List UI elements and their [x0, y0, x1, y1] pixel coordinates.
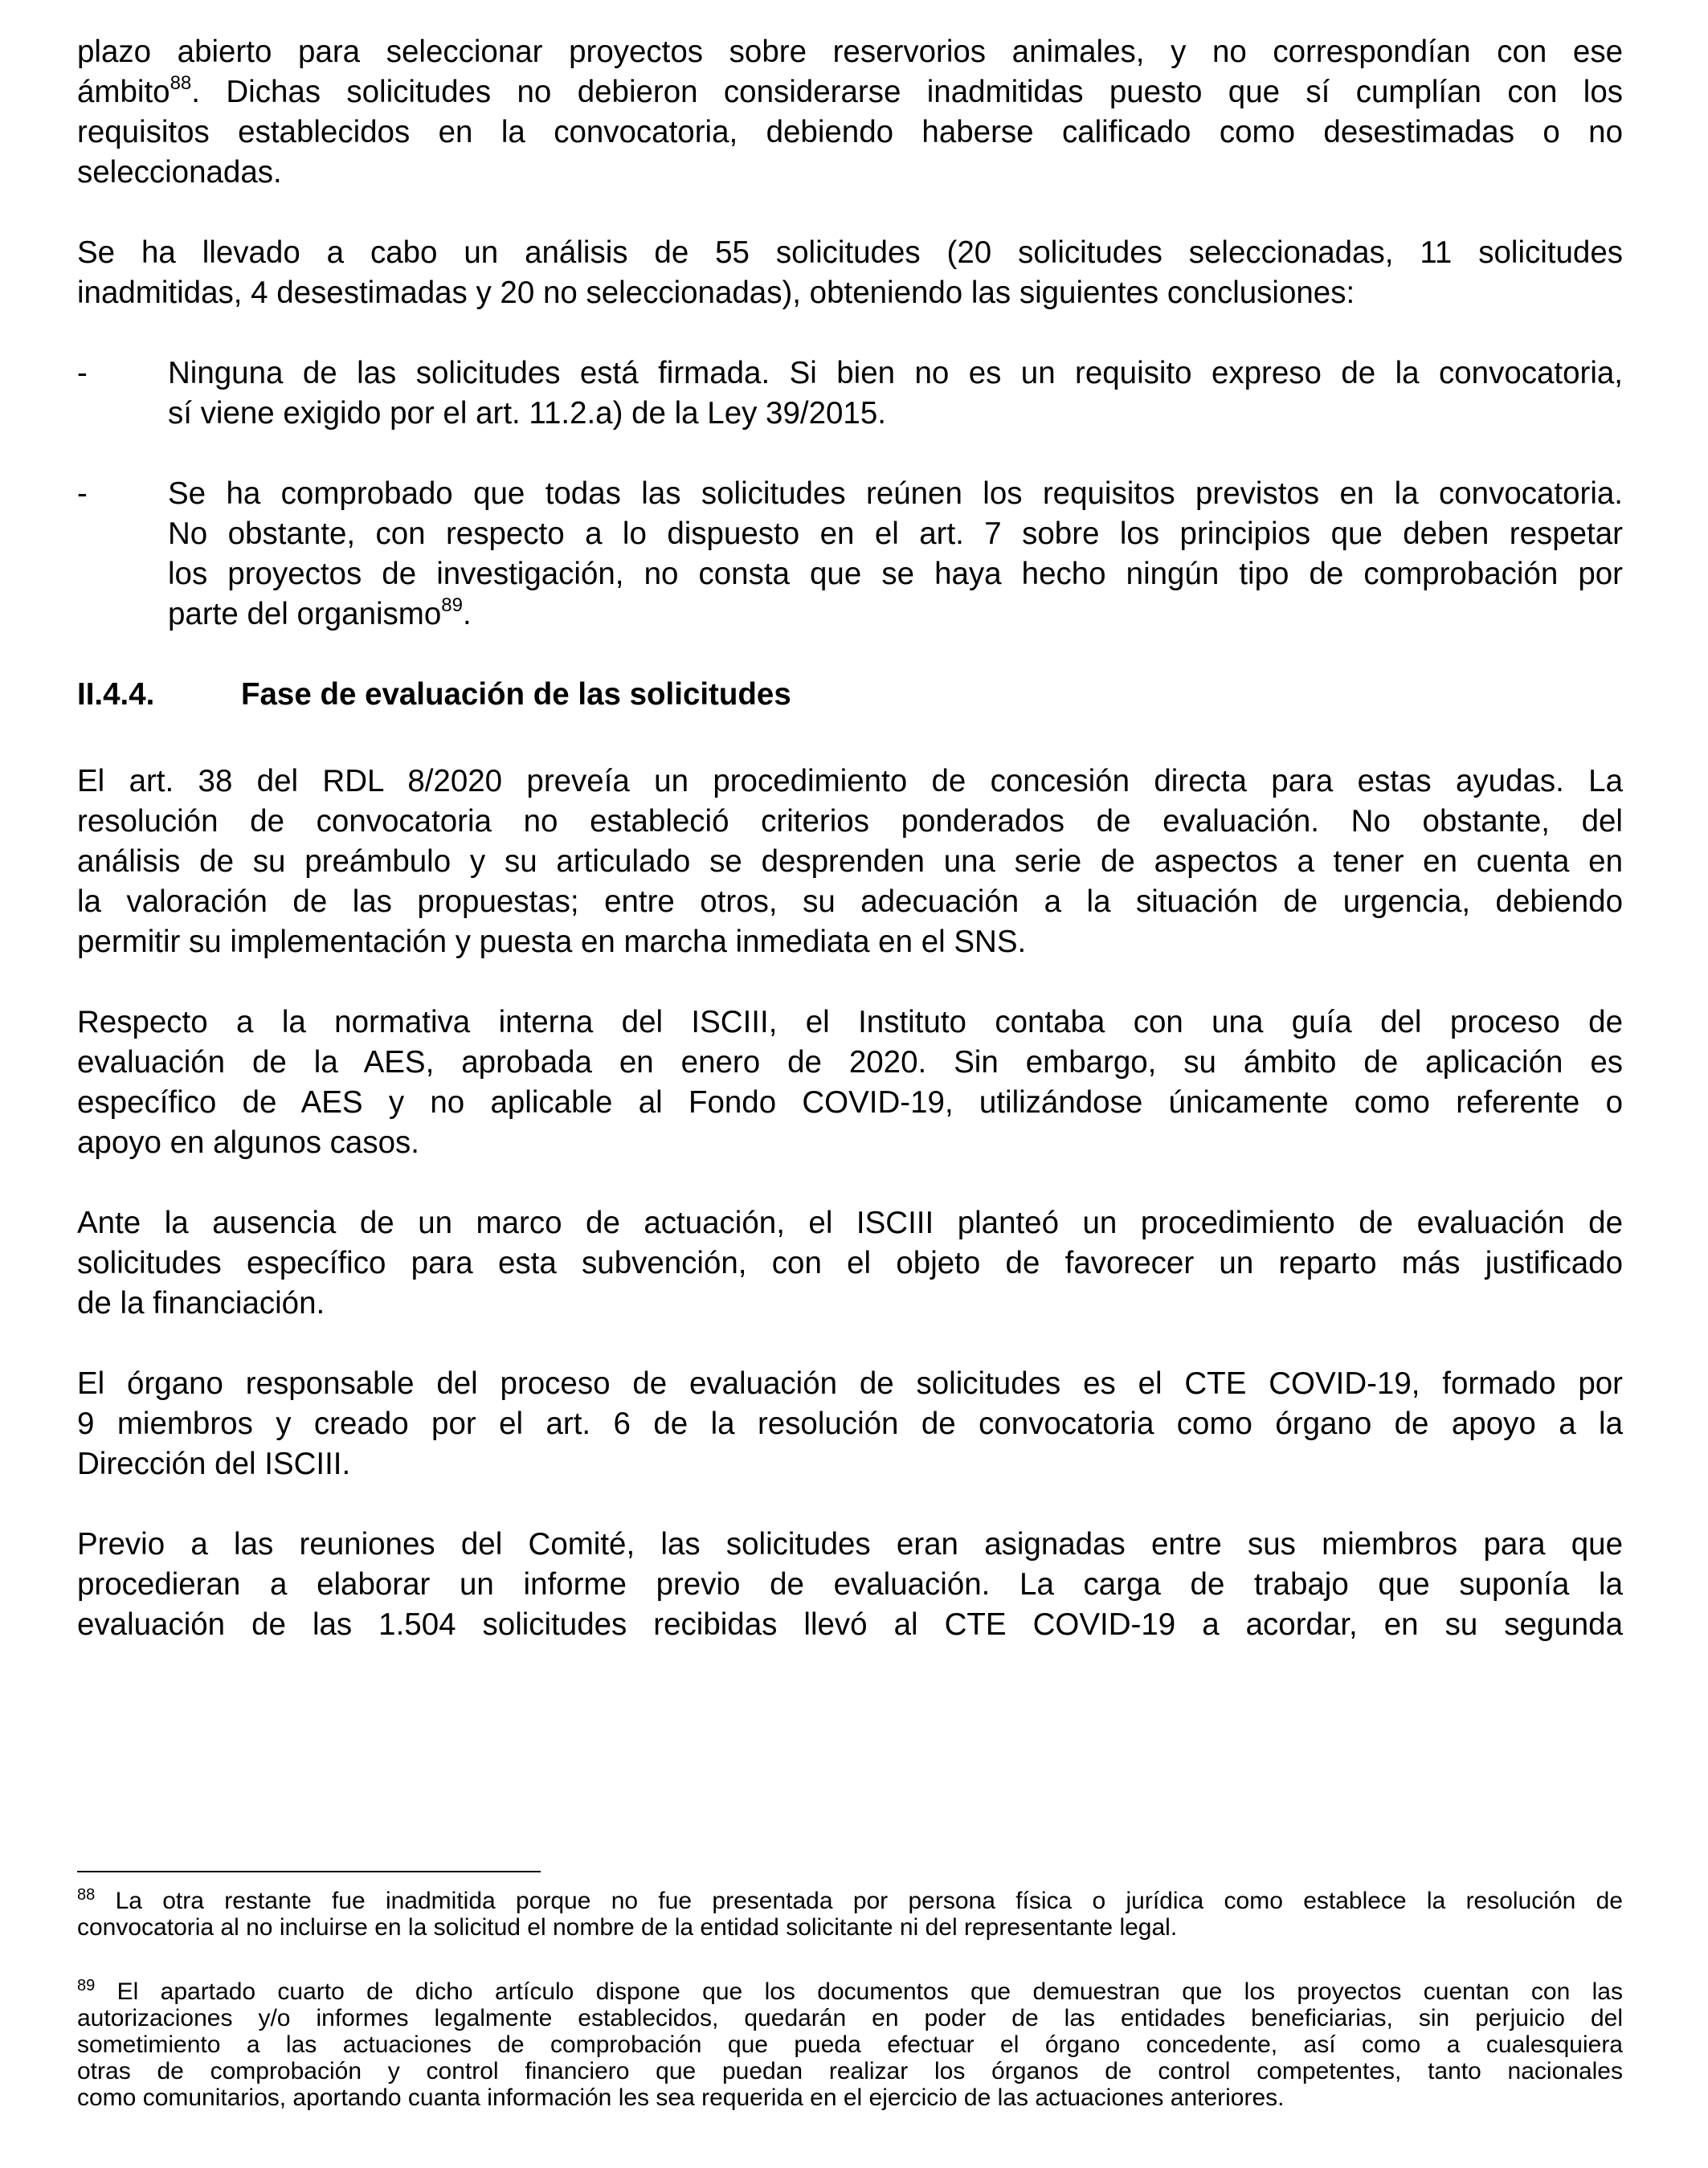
- text-fragment: parte del organismo: [168, 597, 442, 631]
- footnote-ref-88[interactable]: 88: [170, 72, 192, 95]
- text-fragment: . Dichas solicitudes no debieron considerarse inadmitidas puesto que sí cumplían con los: [191, 75, 1623, 109]
- footnote-separator: [77, 1871, 541, 1872]
- text-line: análisis de su preámbulo y su articulado se desprenden una serie de aspectos a tener en cuenta en: [77, 844, 1623, 879]
- paragraph-normativa: [77, 1002, 1623, 1163]
- text-line: [77, 1978, 1623, 2005]
- text-line: sometimiento a las actuaciones de comprobación que pueda efectuar el órgano concedente, así como a cualesquiera: [77, 2031, 1623, 2058]
- text-line: apoyo en algunos casos.: [77, 1125, 419, 1160]
- text-line: de la financiación.: [77, 1286, 325, 1321]
- text-line: permitir su implementación y puesta en marcha inmediata en el SNS.: [77, 925, 1027, 959]
- text-fragment: ámbito: [77, 75, 170, 109]
- text-line: requisitos establecidos en la convocatoria, debiendo haberse calificado como desestimadas o no: [77, 115, 1623, 149]
- text-line: solicitudes específico para esta subvención, con el objeto de favorecer un reparto más justificado: [77, 1246, 1623, 1280]
- text-line: [168, 594, 1623, 635]
- text-line: Ninguna de las solicitudes está firmada. Si bien no es un requisito expreso de la convocatoria,: [168, 356, 1623, 390]
- text-line: evaluación de las 1.504 solicitudes recibidas llevó al CTE COVID-19 a acordar, en su segunda: [77, 1607, 1623, 1642]
- text-fragment: .: [462, 597, 472, 631]
- text-line: como comunitarios, aportando cuanta información les sea requerida en el ejercicio de las actuaciones anteriores.: [77, 2084, 1285, 2111]
- bullet-dash-icon: -: [77, 356, 88, 390]
- text-line: autorizaciones y/o informes legalmente establecidos, quedarán en poder de las entidades beneficiarias, sin perjuicio del: [77, 2005, 1623, 2031]
- text-line: los proyectos de investigación, no consta que se haya hecho ningún tipo de comprobación por: [168, 557, 1623, 591]
- text-fragment: El apartado cuarto de dicho artículo dispone que los documentos que demuestran que los proyectos cuentan con las: [116, 1978, 1623, 2005]
- bullet-item-requisitos: [77, 474, 1623, 635]
- text-line: plazo abierto para seleccionar proyectos sobre reservorios animales, y no correspondían con ese: [77, 35, 1623, 69]
- bullet-dash-icon: -: [77, 476, 88, 511]
- text-line: Respecto a la normativa interna del ISCIII, el Instituto contaba con una guía del proceso de: [77, 1005, 1623, 1039]
- text-line: otras de comprobación y control financiero que puedan realizar los órganos de control competentes, tanto nacionales: [77, 2058, 1623, 2084]
- text-line: Dirección del ISCIII.: [77, 1447, 351, 1481]
- text-line: específico de AES y no aplicable al Fondo COVID-19, utilizándose únicamente como referente o: [77, 1085, 1623, 1120]
- paragraph-rdl: [77, 761, 1623, 962]
- paragraph-reuniones-comite: [77, 1525, 1623, 1645]
- text-line: Ante la ausencia de un marco de actuación, el ISCIII planteó un procedimiento de evaluación de: [77, 1206, 1623, 1240]
- text-line: [77, 1888, 1623, 1914]
- text-line: evaluación de la AES, aprobada en enero de 2020. Sin embargo, su ámbito de aplicación es: [77, 1045, 1623, 1080]
- bullet-item-firma: [77, 353, 1623, 434]
- paragraph-marco-actuacion: [77, 1203, 1623, 1324]
- paragraph-reservorios: [77, 32, 1623, 193]
- footnote-ref-89[interactable]: 89: [441, 594, 463, 617]
- section-title: Fase de evaluación de las solicitudes: [241, 677, 791, 712]
- footnote-number: 89: [77, 1977, 96, 1994]
- text-line: seleccionadas.: [77, 155, 282, 190]
- text-line: Se ha llevado a cabo un análisis de 55 solicitudes (20 solicitudes seleccionadas, 11 solicitudes: [77, 235, 1623, 270]
- text-fragment: La otra restante fue inadmitida porque no fue presentada por persona física o jurídica como establece la resolución de: [115, 1888, 1623, 1914]
- bullet-text: [168, 474, 1623, 635]
- footnote-number: 88: [77, 1886, 96, 1904]
- paragraph-organo-responsable: [77, 1364, 1623, 1484]
- footnote-88: [77, 1888, 1623, 1941]
- text-line: inadmitidas, 4 desestimadas y 20 no seleccionadas), obteniendo las siguientes conclusiones:: [77, 276, 1355, 310]
- text-line: convocatoria al no incluirse en la solicitud el nombre de la entidad solicitante ni del representante legal.: [77, 1914, 1178, 1941]
- text-line: [77, 72, 1623, 112]
- text-line: El órgano responsable del proceso de evaluación de solicitudes es el CTE COVID-19, formado por: [77, 1366, 1623, 1401]
- text-line: la valoración de las propuestas; entre otros, su adecuación a la situación de urgencia, debiendo: [77, 884, 1623, 919]
- text-line: No obstante, con respecto a lo dispuesto en el art. 7 sobre los principios que deben respetar: [168, 516, 1623, 551]
- text-line: resolución de convocatoria no estableció criterios ponderados de evaluación. No obstante, del: [77, 804, 1623, 839]
- section-heading: [77, 675, 1623, 715]
- text-line: 9 miembros y creado por el art. 6 de la resolución de convocatoria como órgano de apoyo a la: [77, 1407, 1623, 1441]
- text-line: El art. 38 del RDL 8/2020 preveía un procedimiento de concesión directa para estas ayudas. La: [77, 764, 1623, 798]
- text-line: sí viene exigido por el art. 11.2.a) de la Ley 39/2015.: [168, 396, 886, 431]
- footnote-89: [77, 1978, 1623, 2111]
- bullet-text: [168, 353, 1623, 434]
- text-line: Se ha comprobado que todas las solicitudes reúnen los requisitos previstos en la convocatoria.: [168, 476, 1623, 511]
- paragraph-analisis: [77, 233, 1623, 313]
- text-line: Previo a las reuniones del Comité, las solicitudes eran asignadas entre sus miembros para que: [77, 1527, 1623, 1562]
- text-line: procedieran a elaborar un informe previo de evaluación. La carga de trabajo que suponía la: [77, 1567, 1623, 1602]
- section-number: II.4.4.: [77, 677, 155, 712]
